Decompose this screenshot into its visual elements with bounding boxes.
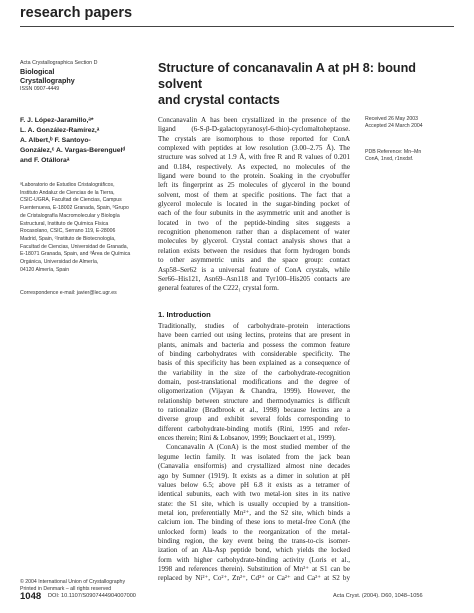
affiliation-line: E-18071 Granada, Spain, and ᵈÁrea de Química bbox=[20, 251, 131, 258]
author-line: L. A. González-Ramírez,ᵃ bbox=[20, 127, 100, 134]
pdb-reference bbox=[365, 149, 460, 164]
intro-line: relationship between structure and thermodynamics is difficult bbox=[158, 396, 350, 405]
intro-line: values below 6.5; above pH 6.8 it exists as a tetramer of bbox=[158, 480, 350, 489]
affiliation-line: Instituto Andaluz de Ciencias de la Tierra, bbox=[20, 189, 115, 196]
affiliations bbox=[20, 182, 144, 274]
intro-line: identical subunits, each with two metal-ion sites in its native bbox=[158, 490, 350, 499]
affiliation-line: Facultad de Ciencias, Universidad de Granada, bbox=[20, 243, 129, 250]
author-line: A. Albert,ᵇ F. Santoyo- bbox=[20, 137, 91, 144]
affiliation-line: 04120 Almería, Spain bbox=[20, 266, 70, 273]
abstract-line: relation exists between the residues that form hydrogen bonds bbox=[158, 246, 350, 255]
intro-line: the variability in the size of the carbohydrate-recognition bbox=[158, 368, 350, 377]
intro-line: replaced by Ni²⁺, Co²⁺, Zn²⁺, Cd²⁺ or Ca²⁺ and Ca²⁺ at S2 by bbox=[158, 574, 350, 583]
intro-line: (Canavalia ensiformis) and crystallized almost nine decades bbox=[158, 462, 350, 471]
abstract-line: to other asymmetric units and the space group: contact bbox=[158, 256, 350, 265]
intro-line: plants, animals and bacteria and possess the common feature bbox=[158, 340, 350, 349]
abstract bbox=[158, 116, 350, 294]
abstract-line: solvent, most of them at specific positions. The fact that a bbox=[158, 190, 350, 199]
abstract-line: left its fingerprint as 25 molecules of glycerol in the bound bbox=[158, 181, 350, 190]
correspondence-email: Correspondence e-mail: javier@lec.ugr.es bbox=[20, 290, 117, 296]
intro-line: legume lectin family. It was isolated from the jack bean bbox=[158, 452, 350, 461]
affiliation-line: Estructural, Instituto de Química Física bbox=[20, 220, 109, 227]
accepted-date: Accepted 24 March 2004 bbox=[365, 123, 423, 130]
article-title bbox=[158, 60, 458, 108]
abstract-line: general features of the C222₁ crystal form. bbox=[158, 284, 279, 293]
title-line: Structure of concanavalin A at pH 8: bound solvent bbox=[158, 61, 416, 91]
author-line: González,ᶜ A. Vargas-Berenguelᵈ bbox=[20, 147, 126, 154]
journal-section-header: research papers bbox=[20, 5, 133, 21]
received-date: Received 26 May 2003 bbox=[365, 116, 419, 122]
intro-line: oligomerization (Vijayan & Chandra, 1999). However, the bbox=[158, 387, 350, 396]
intro-line: form with higher carbohydrate-binding activity (Loris et al., bbox=[158, 555, 350, 564]
affiliation-line: ᵃLaboratorio de Estudios Cristalográficos, bbox=[20, 182, 115, 188]
doi: DOI: 10.1107/S0907444904007000 bbox=[48, 593, 136, 599]
copyright-line: Printed in Denmark – all rights reserved bbox=[20, 586, 112, 593]
section-heading-introduction: 1. Introduction bbox=[158, 310, 211, 319]
abstract-line: molecules by glycerol. Crystal contact analysis shows that a bbox=[158, 237, 350, 246]
journal-info bbox=[20, 60, 140, 93]
intro-line: unlocked form) leads to the reorganization of the metal- bbox=[158, 527, 350, 536]
journal-issn: ISSN 0907-4449 bbox=[20, 86, 60, 92]
intro-line: domain, post-translational modifications and the degree of bbox=[158, 378, 350, 387]
intro-line: Concanavalin A (ConA) is the most studied member of the bbox=[166, 443, 350, 452]
abstract-line: The crystals are isomorphous to those reported for ConA bbox=[158, 134, 350, 143]
abstract-line: each of the four subunits in the asymmetric unit and another is bbox=[158, 209, 350, 218]
received-dates bbox=[365, 116, 460, 131]
intro-line: basis of this specificity has been explained as a consequence of bbox=[158, 359, 350, 368]
intro-line: diverse group and exhibit several folds corresponding to bbox=[158, 415, 350, 424]
abstract-line: and 0.184, respectively. As expected, no molecules of the bbox=[158, 162, 350, 171]
intro-line: ago by Sumner (1919). It exists as a dimer in solution at pH bbox=[158, 471, 350, 480]
author-line: and F. Otálloraᵃ bbox=[20, 157, 70, 164]
abstract-line: located in two of the peptide-binding sites suggests a bbox=[158, 218, 350, 227]
intro-line: to rationalize (Bradbrook et al., 1998) because lectins are a bbox=[158, 406, 350, 415]
affiliation-line: CSIC-UGRA, Facultad de Ciencias, Campus bbox=[20, 197, 122, 204]
affiliation-line: de Cristalografía Macromolecular y Biología bbox=[20, 212, 120, 219]
intro-line: ences therein; Rini & Lobsanov, 1999; Bouckaert et al., 1999). bbox=[158, 434, 336, 443]
abstract-line: structure was solved at 1.9 Å, with free R and R values of 0.201 bbox=[158, 153, 350, 162]
intro-line: binding region, the key event being the trans-to-cis isomer- bbox=[158, 536, 350, 545]
abstract-line: ligand were bound to the protein. Soaking in the cryobuffer bbox=[158, 172, 350, 181]
journal-series: Acta Crystallographica Section D bbox=[20, 60, 98, 66]
intro-line: ization of an Ala-Asp peptide bond, which yields the locked bbox=[158, 546, 350, 555]
affiliation-line: Rocasolano, CSIC, Serrano 119, E-28006 bbox=[20, 228, 116, 235]
header-rule bbox=[20, 26, 454, 27]
copyright-line: © 2004 International Union of Crystallography bbox=[20, 579, 126, 585]
affiliation-line: Fuentenueva, E-18002 Granada, Spain, ᵇGrupo bbox=[20, 205, 129, 212]
intro-line: have been carried out using lectins, proteins that are present in bbox=[158, 331, 350, 340]
author-line: F. J. López-Jaramillo,ᵃ* bbox=[20, 117, 94, 124]
abstract-line: Asp58–Ser62 is a universal feature of ConA crystals, while bbox=[158, 265, 350, 274]
title-line: and crystal contacts bbox=[158, 93, 280, 107]
abstract-line: complexed with peptides at low resolution (3.00–2.75 Å). The bbox=[158, 144, 350, 153]
author-list bbox=[20, 116, 155, 166]
intro-line: different carbohydrate-binding motifs (Rini, 1995 and refer- bbox=[158, 424, 350, 433]
intro-line: 1998 and references therein). Substitution of Mn²⁺ at S1 can be bbox=[158, 564, 350, 573]
intro-line: metal ion, preferentially Mn²⁺, and the S2 site, which binds a bbox=[158, 508, 350, 517]
journal-name-line1: Biological bbox=[20, 67, 55, 76]
abstract-line: Ser66–His121, Asn69–Asn118 and Tyr100–His205 contacts are bbox=[158, 274, 350, 283]
affiliation-line: Orgánica, Universidad de Almería, bbox=[20, 259, 99, 266]
abstract-line: Concanavalin A has been crystallized in the presence of the bbox=[158, 116, 350, 124]
pdb-line: PDB Reference: Mn–Mn bbox=[365, 149, 422, 155]
journal-name-line2: Crystallography bbox=[20, 76, 75, 85]
intro-line: state: the S1 site, which is usually occupied by a transition- bbox=[158, 499, 350, 508]
abstract-line: ligand (6-S-β-D-galactopyranosyl-6-thio)-cyclomaltoheptaose. bbox=[158, 125, 350, 134]
journal-citation: Acta Cryst. (2004). D60, 1048–1056 bbox=[333, 593, 423, 599]
intro-line: calcium ion. The binding of these ions to metal-free ConA (the bbox=[158, 518, 350, 527]
pdb-line: ConA, 1nxd, r1nxdsf. bbox=[365, 156, 414, 163]
intro-line: of binding carbohydrates with considerable specificity. The bbox=[158, 350, 350, 359]
page-number: 1048 bbox=[20, 591, 42, 602]
intro-line: Traditionally, studies of carbohydrate–protein interactions bbox=[158, 322, 350, 330]
affiliation-line: Madrid, Spain, ᶜInstituto de Biotecnología, bbox=[20, 235, 116, 242]
abstract-line: glycerol molecule is located in the sugar-binding pocket of bbox=[158, 200, 350, 209]
abstract-line: recognition phenomenon rather than a displacement of water bbox=[158, 228, 350, 237]
introduction-body bbox=[158, 322, 350, 584]
